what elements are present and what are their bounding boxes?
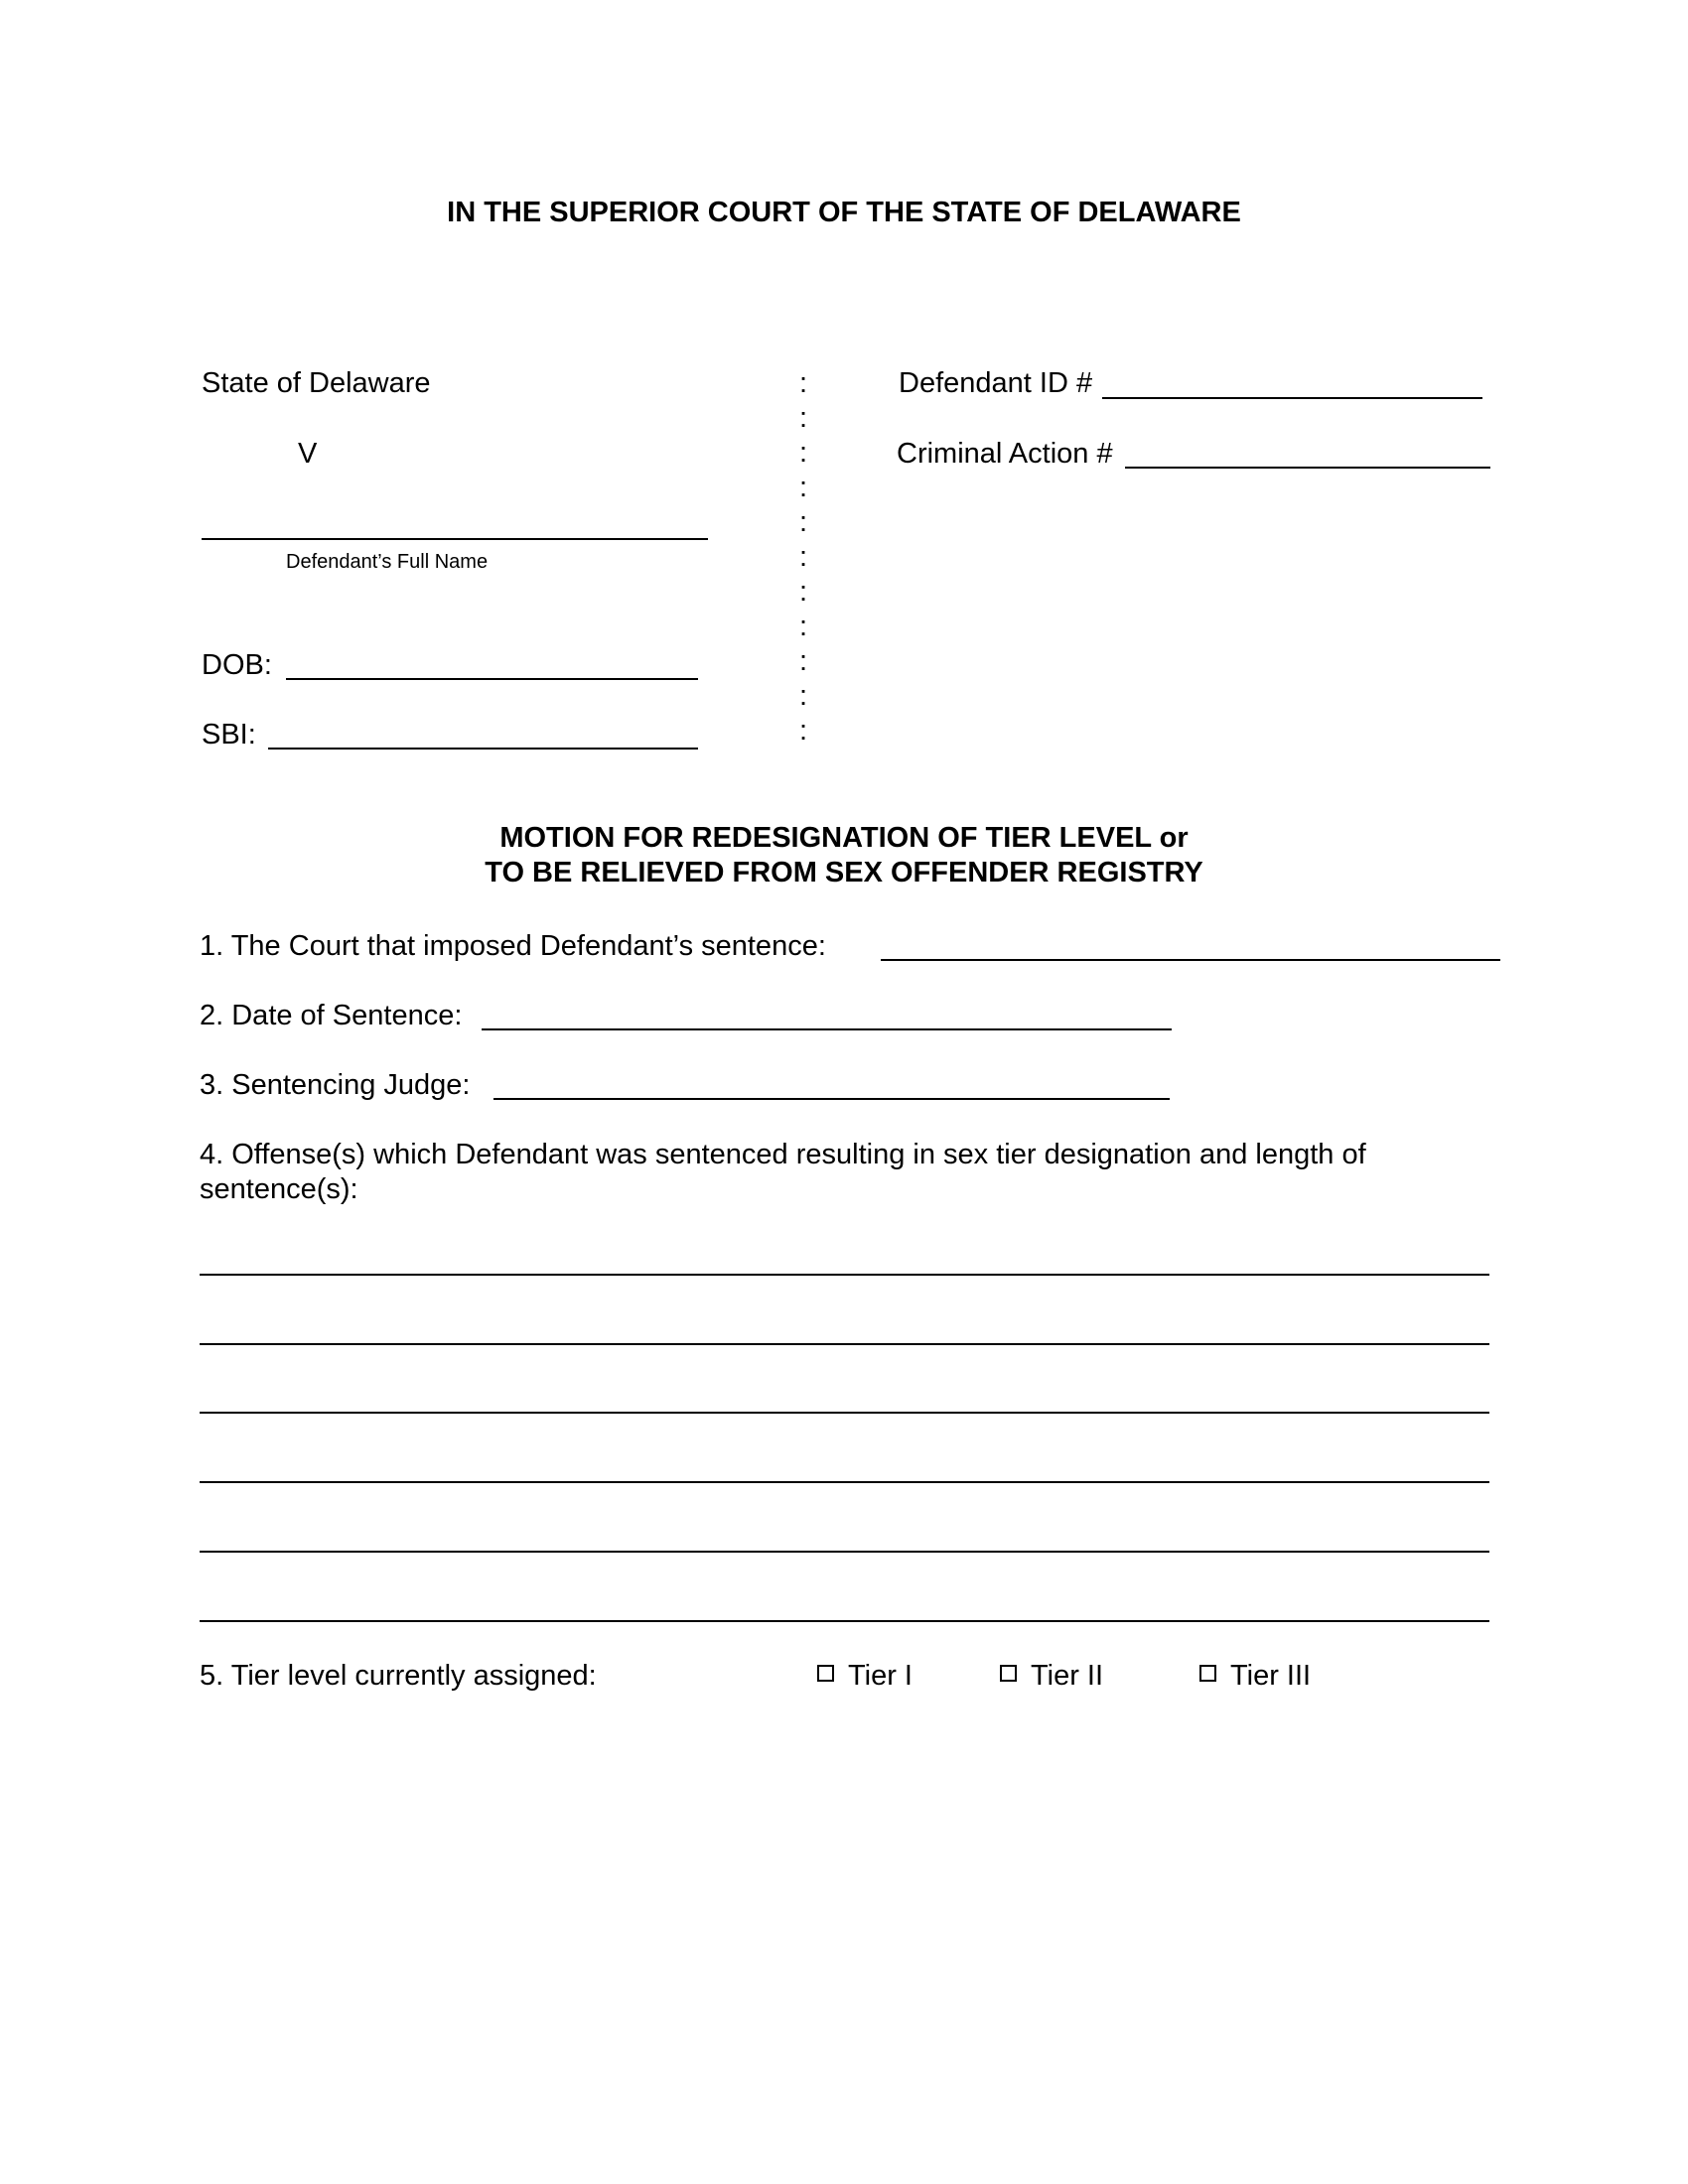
sentencing-judge-field[interactable]: [493, 1098, 1170, 1100]
defendant-name-label: Defendant’s Full Name: [286, 551, 489, 573]
sbi-field[interactable]: [268, 748, 698, 750]
sentence-date-field[interactable]: [482, 1028, 1172, 1030]
criminal-action-label: Criminal Action #: [897, 438, 1113, 470]
tier-1-checkbox[interactable]: [817, 1665, 834, 1682]
offense-line[interactable]: [200, 1274, 1489, 1276]
tier-2-checkbox[interactable]: [1000, 1665, 1017, 1682]
tier-2-label: Tier II: [1031, 1660, 1104, 1692]
defendant-id-label: Defendant ID #: [899, 367, 1093, 399]
court-title: IN THE SUPERIOR COURT OF THE STATE OF DELAWARE: [447, 197, 1241, 228]
question-4-label-line2: sentence(s):: [200, 1173, 358, 1205]
defendant-name-line[interactable]: [202, 538, 708, 540]
question-2-label: 2. Date of Sentence:: [200, 1000, 463, 1031]
offense-line[interactable]: [200, 1343, 1489, 1345]
tier-3-label: Tier III: [1230, 1660, 1312, 1692]
defendant-id-field[interactable]: [1102, 397, 1482, 399]
offense-line[interactable]: [200, 1551, 1489, 1553]
dob-label: DOB:: [202, 649, 272, 681]
motion-title-line1: MOTION FOR REDESIGNATION OF TIER LEVEL or: [499, 822, 1189, 854]
dob-field[interactable]: [286, 678, 698, 680]
offense-line[interactable]: [200, 1620, 1489, 1622]
versus-label: V: [298, 438, 318, 470]
offense-line[interactable]: [200, 1481, 1489, 1483]
motion-title-line2: TO BE RELIEVED FROM SEX OFFENDER REGISTRY: [485, 857, 1203, 888]
plaintiff-name: State of Delaware: [202, 367, 431, 399]
question-1-label: 1. The Court that imposed Defendant’s sentence:: [200, 930, 826, 962]
tier-3-checkbox[interactable]: [1199, 1665, 1216, 1682]
question-5-label: 5. Tier level currently assigned:: [200, 1660, 597, 1692]
question-4-label-line1: 4. Offense(s) which Defendant was sentenced resulting in sex tier designation and length of: [200, 1139, 1366, 1170]
sbi-label: SBI:: [202, 719, 256, 751]
offense-line[interactable]: [200, 1412, 1489, 1414]
tier-1-label: Tier I: [848, 1660, 913, 1692]
sentencing-court-field[interactable]: [881, 959, 1500, 961]
criminal-action-field[interactable]: [1125, 467, 1490, 469]
question-3-label: 3. Sentencing Judge:: [200, 1069, 471, 1101]
